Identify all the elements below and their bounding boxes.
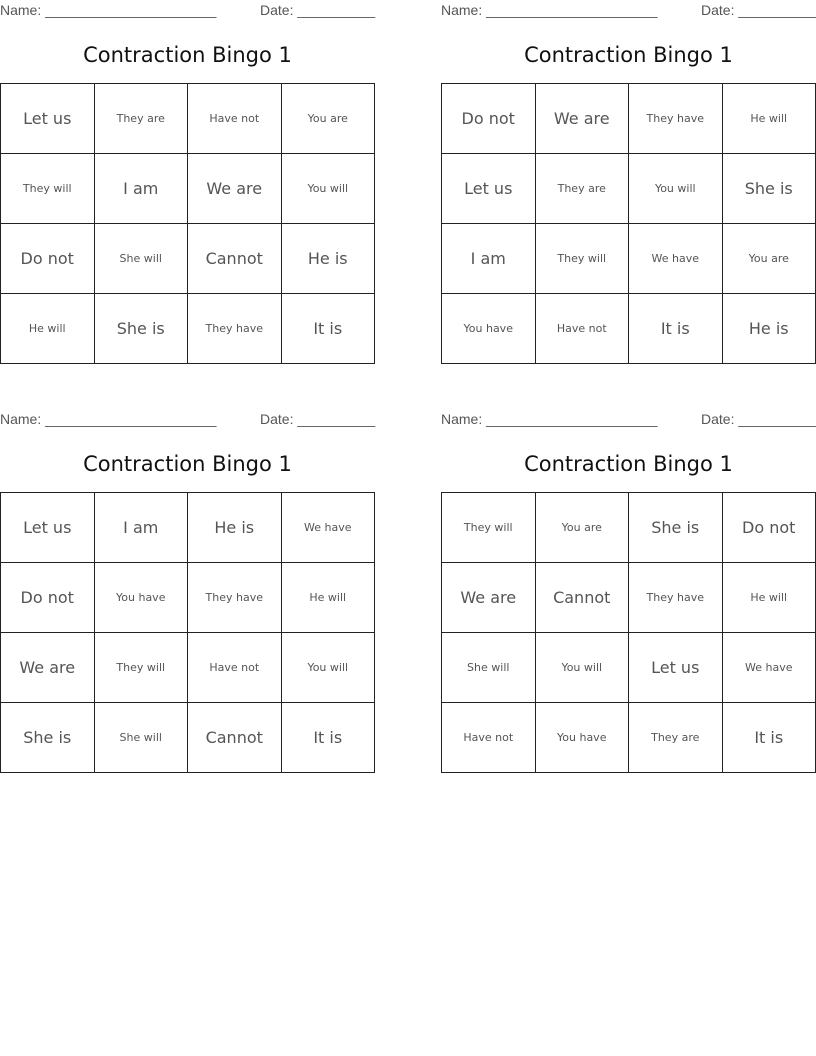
bingo-grid (0, 83, 375, 364)
bingo-cell: Have not (442, 703, 536, 773)
bingo-cell: They will (442, 493, 536, 563)
bingo-cell: Let us (1, 84, 95, 154)
bingo-cell: She is (722, 154, 816, 224)
card-title: Contraction Bingo 1 (524, 452, 733, 476)
bingo-row (442, 84, 816, 154)
bingo-cell: They are (629, 703, 723, 773)
bingo-cell: We have (281, 493, 375, 563)
name-field: Name: ______________________ (0, 2, 217, 18)
bingo-cell: It is (281, 703, 375, 773)
bingo-cell: They are (535, 154, 629, 224)
bingo-cell: I am (94, 493, 188, 563)
bingo-cell: It is (722, 703, 816, 773)
bingo-cell: Let us (442, 154, 536, 224)
bingo-row (1, 633, 375, 703)
card-header (0, 409, 375, 429)
bingo-cell: We are (188, 154, 282, 224)
bingo-cell: He will (722, 563, 816, 633)
bingo-cell: She will (442, 633, 536, 703)
bingo-cell: They have (188, 563, 282, 633)
card-title: Contraction Bingo 1 (83, 452, 292, 476)
bingo-cell: She is (1, 703, 95, 773)
bingo-cell: They have (629, 563, 723, 633)
bingo-row (1, 84, 375, 154)
bingo-row (442, 703, 816, 773)
bingo-cell: He will (1, 294, 95, 364)
date-field: Date: __________ (260, 411, 376, 427)
bingo-cell: He will (281, 563, 375, 633)
bingo-cell: Have not (535, 294, 629, 364)
bingo-row (442, 154, 816, 224)
bingo-cell: Do not (722, 493, 816, 563)
card-title: Contraction Bingo 1 (83, 43, 292, 67)
bingo-grid (441, 83, 816, 364)
bingo-row (442, 294, 816, 364)
bingo-cell: He is (188, 493, 282, 563)
bingo-card-3 (0, 409, 375, 774)
bingo-card-4 (441, 409, 816, 774)
bingo-row (442, 493, 816, 563)
bingo-cell: We are (442, 563, 536, 633)
bingo-cell: Let us (1, 493, 95, 563)
bingo-grid (441, 492, 816, 773)
bingo-cell: You will (629, 154, 723, 224)
bingo-cell: She will (94, 224, 188, 294)
date-field: Date: __________ (701, 2, 816, 18)
bingo-cell: Do not (1, 563, 95, 633)
bingo-cell: Do not (1, 224, 95, 294)
bingo-grid (0, 492, 375, 773)
bingo-cell: She is (629, 493, 723, 563)
name-field: Name: ______________________ (441, 411, 658, 427)
card-title: Contraction Bingo 1 (524, 43, 733, 67)
bingo-cell: Cannot (188, 224, 282, 294)
bingo-cell: He is (281, 224, 375, 294)
bingo-cell: She is (94, 294, 188, 364)
date-field: Date: __________ (701, 411, 816, 427)
bingo-cell: You are (281, 84, 375, 154)
bingo-cell: You are (535, 493, 629, 563)
name-field: Name: ______________________ (0, 411, 217, 427)
bingo-cell: They have (188, 294, 282, 364)
bingo-row (1, 154, 375, 224)
bingo-cell: I am (442, 224, 536, 294)
bingo-cell: They will (94, 633, 188, 703)
bingo-cell: Have not (188, 84, 282, 154)
bingo-row (442, 563, 816, 633)
bingo-cell: Have not (188, 633, 282, 703)
bingo-cell: You have (94, 563, 188, 633)
bingo-cell: They are (94, 84, 188, 154)
bingo-cell: You have (535, 703, 629, 773)
name-field: Name: ______________________ (441, 2, 658, 18)
bingo-cell: They have (629, 84, 723, 154)
bingo-cell: Cannot (188, 703, 282, 773)
bingo-cell: They will (535, 224, 629, 294)
bingo-cell: You have (442, 294, 536, 364)
bingo-cell: You are (722, 224, 816, 294)
bingo-row (442, 633, 816, 703)
bingo-cell: You will (281, 633, 375, 703)
bingo-cell: She will (94, 703, 188, 773)
bingo-cell: I am (94, 154, 188, 224)
bingo-row (1, 294, 375, 364)
bingo-cell: He is (722, 294, 816, 364)
bingo-row (1, 703, 375, 773)
bingo-cell: We have (629, 224, 723, 294)
bingo-cell: It is (281, 294, 375, 364)
bingo-cell: He will (722, 84, 816, 154)
bingo-cell: You will (281, 154, 375, 224)
bingo-cell: You will (535, 633, 629, 703)
bingo-cell: It is (629, 294, 723, 364)
bingo-row (1, 493, 375, 563)
bingo-card-2 (441, 0, 816, 365)
bingo-cell: Do not (442, 84, 536, 154)
bingo-row (1, 224, 375, 294)
card-header (441, 409, 816, 429)
bingo-row (442, 224, 816, 294)
bingo-cell: We have (722, 633, 816, 703)
card-header (0, 0, 375, 20)
bingo-cell: We are (535, 84, 629, 154)
bingo-row (1, 563, 375, 633)
bingo-cell: Let us (629, 633, 723, 703)
bingo-cell: They will (1, 154, 95, 224)
bingo-cell: We are (1, 633, 95, 703)
bingo-card-1 (0, 0, 375, 365)
card-header (441, 0, 816, 20)
bingo-cell: Cannot (535, 563, 629, 633)
date-field: Date: __________ (260, 2, 376, 18)
